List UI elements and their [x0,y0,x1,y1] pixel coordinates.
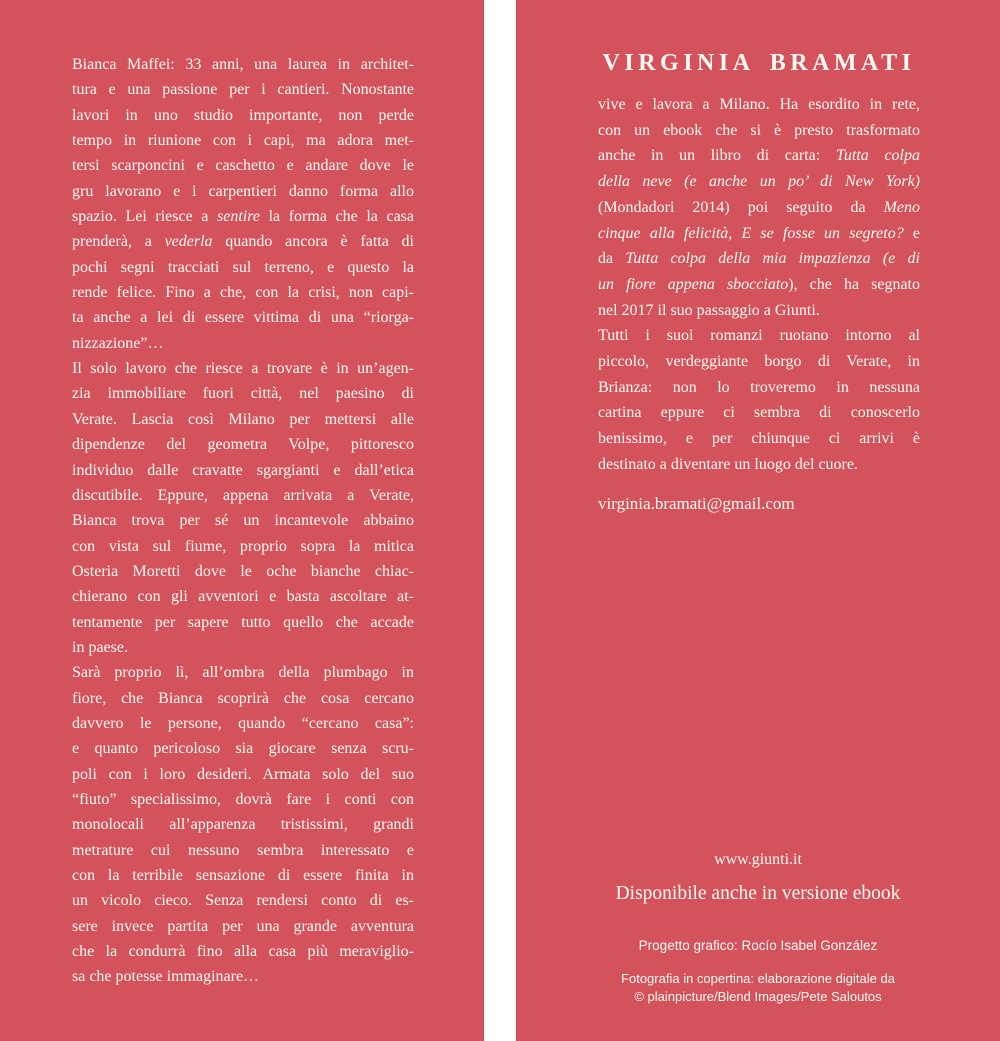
text-line: tersi scarponcini e caschetto e andare dove le [72,157,414,175]
text-line: con la terribile sensazione di essere finita in [72,867,414,884]
photo-credit-line2: © plainpicture/Blend Images/Pete Saloutos [634,988,882,1004]
text-line: tura e una passione per i cantieri. Nonostante [72,81,414,99]
text-line: piccolo, verdeggiante borgo di Verate, in [598,353,920,371]
text-line: pochi segni tracciati sul terreno, e questo la [72,258,414,276]
text-line: nel 2017 il suo passaggio a Giunti. [598,301,820,319]
text-line: cartina eppure ci sembra di conoscerlo [598,404,920,422]
text-line: davvero le persone, quando “cercano casa”: [72,714,414,732]
text-line: prenderà, a vederla quando ancora è fatta di [72,233,414,251]
publisher-website: www.giunti.it [714,851,802,868]
text-line: nizzazione”… [72,334,164,352]
text-line: un fiore appena sbocciato), che ha segnato [598,275,920,293]
text-line: spazio. Lei riesce a sentire la forma che la casa [72,208,415,226]
text-line: da Tutta colpa della mia impazienza (e di [598,250,920,268]
bio-paragraph-1 [598,92,920,323]
text-line: lavori in uno studio importante, non perde [72,106,414,124]
photo-credit [516,970,1000,1005]
synopsis-paragraph-2 [72,356,414,660]
text-line: Verate. Lascia così Milano per mettersi alle [72,410,414,428]
text-line: zia immobiliare fuori città, nel paesino di [72,385,414,403]
text-line: metrature cui nessuno sembra interessato e [72,841,414,859]
text-line: Osteria Moretti dove le oche bianche chiac- [72,562,414,580]
text-line: individuo dalle cravatte sgargianti e dall’etica [72,461,414,479]
text-line: cinque alla felicità, E se fosse un segreto? e [598,224,920,242]
text-line: anche in un libro di carta: Tutta colpa [598,147,921,165]
synopsis-text [72,52,414,990]
text-line: “fiuto” specialissimo, dovrà fare i conti con [72,790,414,808]
text-line: monolocali all’apparenza tristissimi, grandi [72,816,414,834]
synopsis-paragraph-3 [72,660,414,989]
text-line: con un ebook che si è presto trasformato [598,121,920,139]
text-line: sere invece partita per una grande avventura [72,917,414,935]
text-line: tempo in riunione con i capi, ma adora met- [72,132,414,150]
text-line: dipendenze del geometra Volpe, pittoresco [72,436,414,454]
text-line: Bianca Maffei: 33 anni, una laurea in architet- [72,56,414,73]
text-line: con vista sul fiume, proprio sopra la mitica [72,537,414,555]
left-flap-panel [0,0,484,1041]
text-line: che la condurrà fino alla casa più meraviglio- [72,943,414,961]
ebook-availability-note: Disponibile anche in versione ebook [615,883,901,904]
synopsis-paragraph-1 [72,52,414,356]
text-line: Brianza: non lo troveremo in nessuna [598,378,920,396]
author-name: VIRGINIA BRAMATI [602,50,916,76]
text-line: vive e lavora a Milano. Ha esordito in rete, [598,96,920,113]
text-line: discutibile. Eppure, appena arrivata a Verate, [72,486,414,504]
bio-paragraph-2 [598,323,920,477]
text-line: poli con i loro desideri. Armata solo del suo [72,765,414,783]
photo-credit-line1: Fotografia in copertina: elaborazione digitale da [621,971,895,986]
text-line: rende felice. Fino a che, con la crisi, non capi- [72,284,414,302]
author-bio [598,92,920,478]
text-line: destinato a diventare un luogo del cuore. [598,455,858,473]
text-line: ta anche a lei di essere vittima di una “riorga- [72,309,414,327]
text-line: in paese. [72,638,128,656]
text-line: e quanto pericoloso sia giocare senza scru- [72,740,414,758]
text-line: della neve (e anche un po’ di New York) [598,173,920,191]
text-line: chierano con gli avventori e basta ascoltare at- [72,588,414,606]
design-credit: Progetto grafico: Rocío Isabel González [638,938,878,953]
text-line: Bianca trova per sé un incantevole abbaino [72,512,414,530]
text-line: Il solo lavoro che riesce a trovare è in un’agen- [72,360,414,378]
text-line: (Mondadori 2014) poi seguito da Meno [598,198,920,216]
text-line: gru lavorano e i carpentieri danno forma allo [72,182,414,200]
text-line: fiore, che Bianca scoprirà che cosa cercano [72,689,414,707]
text-line: Tutti i suoi romanzi ruotano intorno al [598,327,920,345]
text-line: tentamente per sapere tutto quello che accade [72,613,414,631]
text-line: un vicolo cieco. Senza rendersi conto di es- [72,892,414,910]
text-line: benissimo, e per chiunque ci arrivi è [598,430,920,448]
author-email: virginia.bramati@gmail.com [598,494,795,513]
right-flap-panel [516,0,1000,1041]
text-line: Sarà proprio lì, all’ombra della plumbago in [72,664,414,682]
text-line: sa che potesse immaginare… [72,968,260,986]
